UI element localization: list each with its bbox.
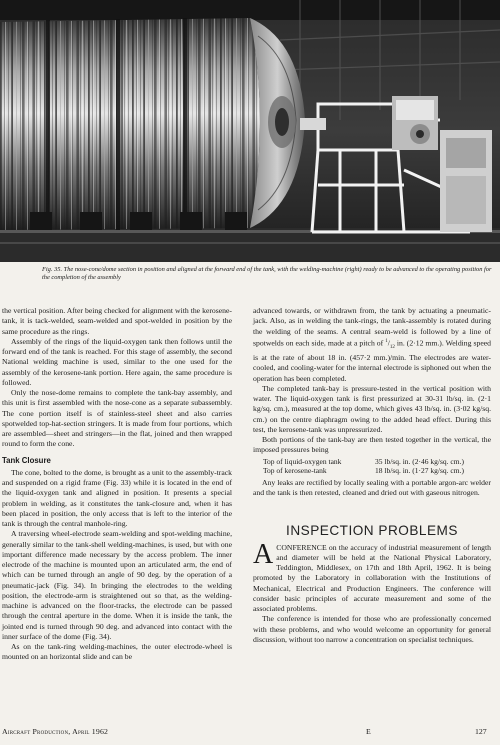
inspection-paragraph-1-text: CONFERENCE on the accuracy of industrial measurement of length and diameter will be held at the National Physical Laboratory, Teddington, Middlesex, on 17th and 18th April, 1962. It is being promoted by the Laboratory in collaboration with the Institutions of Mechanical, Electrical and Production Engineers. The conference will consider basic principles of accurate measurement and some of the associated problems. <box>253 542 491 614</box>
pressure-label: Top of liquid-oxygen tank <box>263 456 342 466</box>
inspection-paragraph-1 <box>253 538 491 615</box>
pressure-value: 18 lb/sq. in. (1·27 kg/sq. cm.) <box>375 466 464 476</box>
figure-photo <box>0 0 500 262</box>
pressure-label: Top of kerosene-tank <box>263 466 327 476</box>
right-paragraph-4: Any leaks are rectified by locally sealing with a portable argon-arc welder and the tank is then retested, cleaned and dried out with gaseous nitrogen. <box>253 477 491 498</box>
pressure-row <box>253 457 491 467</box>
figure-caption: Fig. 35. The nose-cone/dome section in position and aligned at the forward end of the tank, with the welding-machine (right) ready to be advanced to the operating position for the completion of the assembly <box>42 266 492 282</box>
section-heading-tank-closure: Tank Closure <box>2 455 51 465</box>
drop-cap: A <box>253 538 274 570</box>
fraction-numerator: 1 <box>385 338 388 344</box>
left-paragraph-1: the vertical position. After being checked for alignment with the kerosene-tank, it is tack-welded, seam-welded and spot-welded in position by the same procedure as the rings. <box>2 306 232 336</box>
page-footer <box>0 727 500 741</box>
left-paragraph-5: A traversing wheel-electrode seam-welding and spot-welding machine, generally similar to the tank-shell welding-machines, is used, but with one important difference made necessary by the access problem. The inner electrode of the machine is mounted upon an articulated arm, the end of which can be turned through an angle of 90 deg. by the operation of a pneumatic-jack (Fig. 34). In bringing the electrodes to the welding position, the electrode-arm is straightened out so that, as the welding-machine is advanced on the floor-tracks, the electrode can be passed through the central aperture in the dome. When it is inside the tank, the jointed end is turned through 90 deg. and advanced into contact with the inner surface of the dome (Fig. 34). <box>2 529 232 641</box>
right-paragraph-1-end: in. (2·12 mm.). Welding speed is at the rate of about 18 in. (457·2 mm.)/min. The electrodes are water-cooled, and cooling-water for the internal electrode is siphoned out when the operation has been completed. <box>253 338 491 383</box>
article-title-inspection-problems: INSPECTION PROBLEMS <box>286 523 458 539</box>
journal-name: Aircraft Production, April 1962 <box>2 727 109 736</box>
page-number: 127 <box>475 727 487 736</box>
left-paragraph-4: The cone, bolted to the dome, is brought as a unit to the assembly-track and suspended on a rigid frame (Fig. 33) while it is located in the end of the liquid-oxygen tank and aligned in position. It presents a special problem in welding, as it constitutes the tank-closure and, when it has been placed in position, the only access that is left to the interior of the tank is through the central manhole-ring. <box>2 467 232 528</box>
left-paragraph-2: Assembly of the rings of the liquid-oxygen tank then follows until the forward end of the tank is reached. For this stage of assembly, the second National welding machine is used, similar to the one used for the assembly of the kerosene-tank portion. Here again, the same procedure is followed. <box>2 336 232 387</box>
section-letter: E <box>366 727 371 736</box>
right-paragraph-3: Both portions of the tank-bay are then tested together in the vertical, the imposed pressures being <box>253 435 491 455</box>
inspection-paragraph-2: The conference is intended for those who are professionally concerned with these problems, and who would welcome an opportunity for general discussion, without too narrow a concentration on specialist techniques. <box>253 614 491 644</box>
pressure-table <box>253 457 491 476</box>
left-column <box>2 306 232 663</box>
left-paragraph-6: As on the tank-ring welding-machines, the outer electrode-wheel is mounted on an horizontal slide and can be <box>2 642 232 662</box>
left-paragraph-3: Only the nose-dome remains to complete the tank-bay assembly, and this unit is first assembled with the nose-cone as a separate subassembly. The cone portion itself is of stainless-steel sheet and also carries spotwelded top-hat-section stringers. It is made from four portions, which are assembled—sheet and stringers—in the flat, joined and then wrapped round to form the cone. <box>2 388 232 449</box>
right-column <box>253 306 491 645</box>
pressure-value: 35 lb/sq. in. (2·46 kg/sq. cm.) <box>375 456 464 466</box>
pressure-row <box>253 466 491 476</box>
right-paragraph-2: The completed tank-bay is pressure-tested in the vertical position with water. The liquid-oxygen tank is first pressurized at 30-31 lb/sq. in. (2·1 kg/sq. cm.), measured at the top dome, which gives 43 lb/sq. in. (3·02 kg/sq. cm.) on the centre diaphragm owing to the added head effect. During this test, the kerosene-tank was unpressurized. <box>253 383 491 434</box>
fraction-denominator: 12 <box>389 344 395 350</box>
right-paragraph-1-start: advanced towards, or withdrawn from, the tank by actuating a pneumatic-jack. Also, as in welding the tank-rings, the tank-assembly is rotated during the welding of the seams. A central seam-weld is followed by a line of spotwelds on each side, made at a pitch of <box>253 306 491 348</box>
right-paragraph-1: advanced towards, or withdrawn from, the tank by actuating a pneumatic-jack. Also, as in welding the tank-rings, the tank-assembly is rotated during the welding of the seams. A central seam-weld is followed by a line of spotwelds on each side, made at a pitch of $^1/_{12}$ in. (2·12 mm.). Welding speed is at the rate of about 18 in. (457·2 mm.)/min. The electrodes are water-cooled, and cooling-water for the internal electrode is siphoned out when the operation has been completed. <box>253 306 491 383</box>
